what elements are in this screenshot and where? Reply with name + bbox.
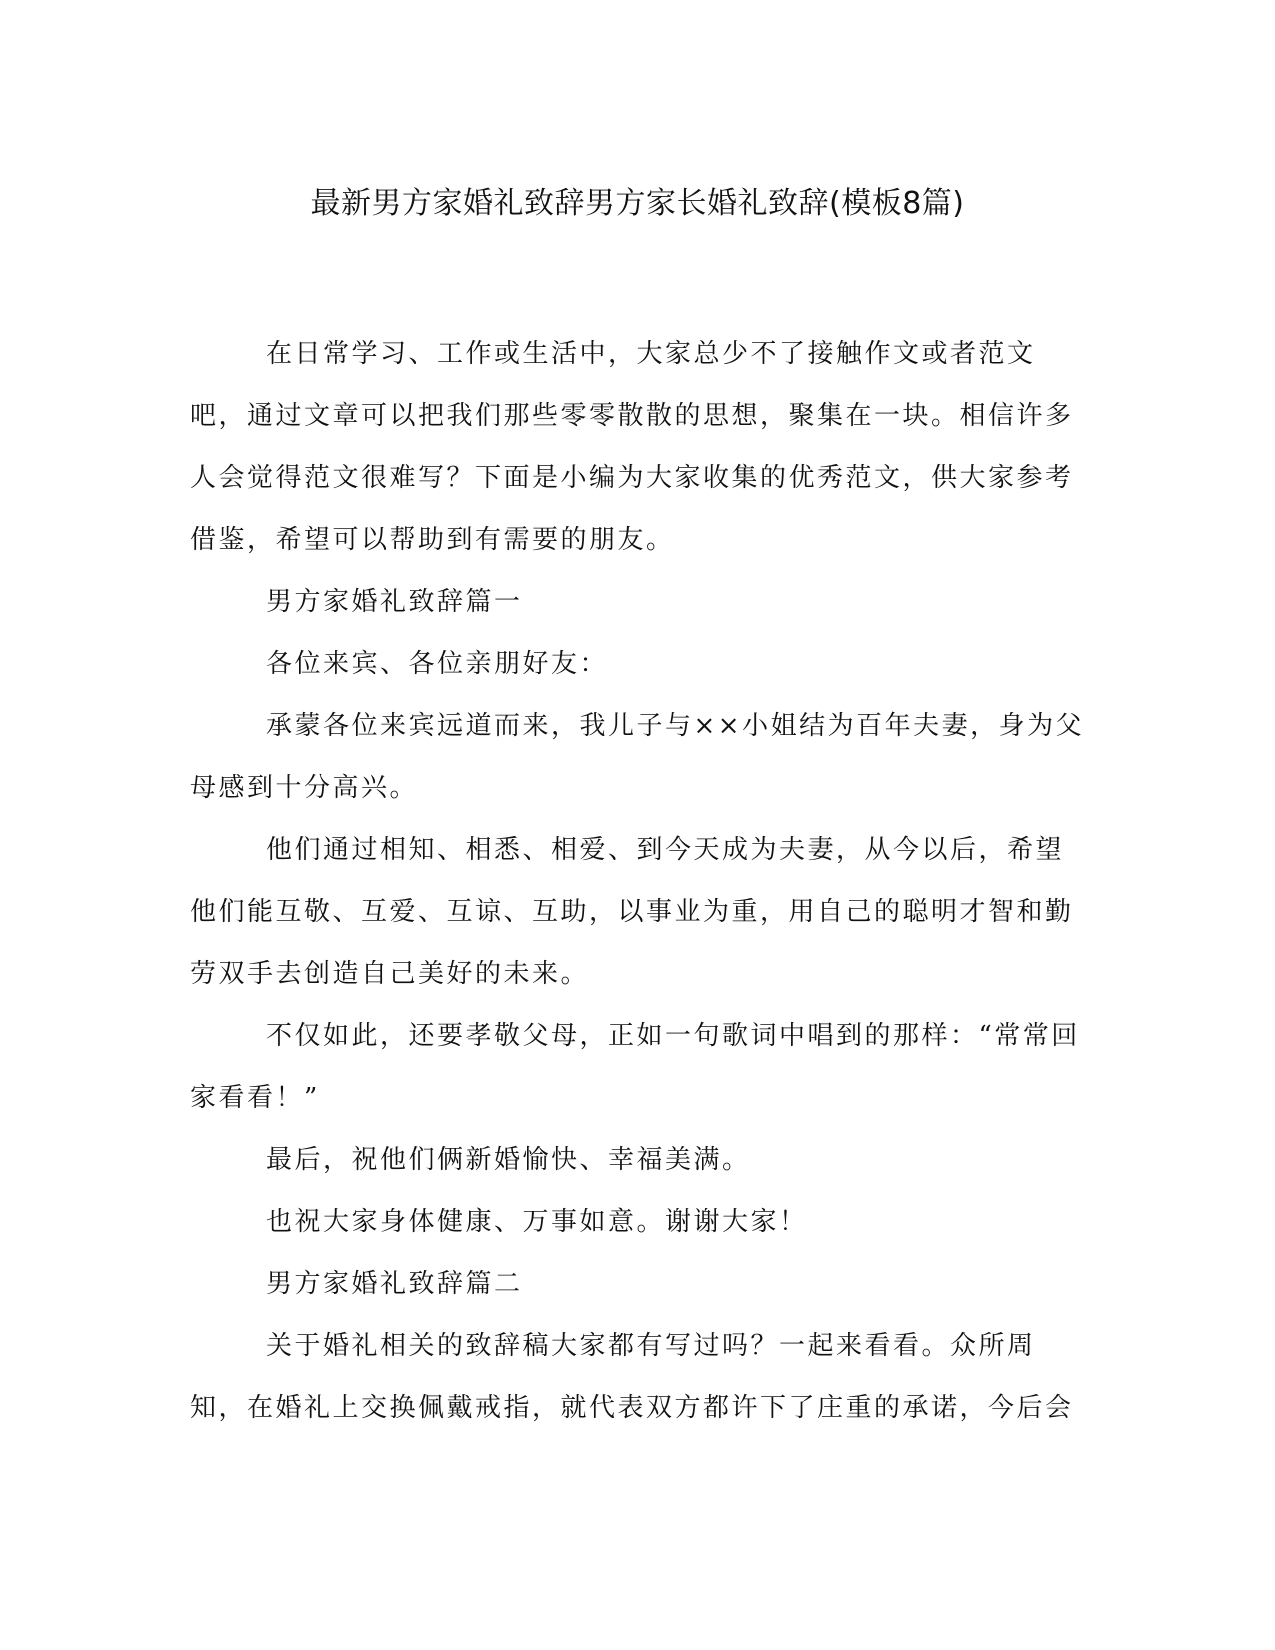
document-title: 最新男方家婚礼致辞男方家长婚礼致辞(模板8篇) xyxy=(310,186,965,221)
section-heading-2: 男方家婚礼致辞篇二 xyxy=(266,1269,523,1299)
document-body xyxy=(190,323,1085,1439)
body-paragraph: 他们通过相知、相悉、相爱、到今天成为夫妻，从今以后，希望他们能互敬、互爱、互谅、互助，以事业为重，用自己的聪明才智和勤劳双手去创造自己美好的未来。 xyxy=(190,835,1074,989)
intro-paragraph: 在日常学习、工作或生活中，大家总少不了接触作文或者范文吧，通过文章可以把我们那些零零散散的思想，聚集在一块。相信许多人会觉得范文很难写？下面是小编为大家收集的优秀范文，供大家参考借鉴，希望可以帮助到有需要的朋友。 xyxy=(190,339,1074,555)
body-paragraph: 承蒙各位来宾远道而来，我儿子与××小姐结为百年夫妻，身为父母感到十分高兴。 xyxy=(190,711,1085,803)
body-paragraph: 不仅如此，还要孝敬父母，正如一句歌词中唱到的那样：“常常回家看看！” xyxy=(190,1021,1080,1113)
body-paragraph: 关于婚礼相关的致辞稿大家都有写过吗？一起来看看。众所周知，在婚礼上交换佩戴戒指，就代表双方都许下了庄重的承诺，今后会 xyxy=(190,1331,1074,1423)
body-paragraph: 也祝大家身体健康、万事如意。谢谢大家！ xyxy=(266,1207,808,1237)
section-heading-1: 男方家婚礼致辞篇一 xyxy=(266,587,523,617)
body-paragraph: 最后，祝他们俩新婚愉快、幸福美满。 xyxy=(266,1145,751,1175)
salutation-paragraph: 各位来宾、各位亲朋好友： xyxy=(266,649,609,679)
